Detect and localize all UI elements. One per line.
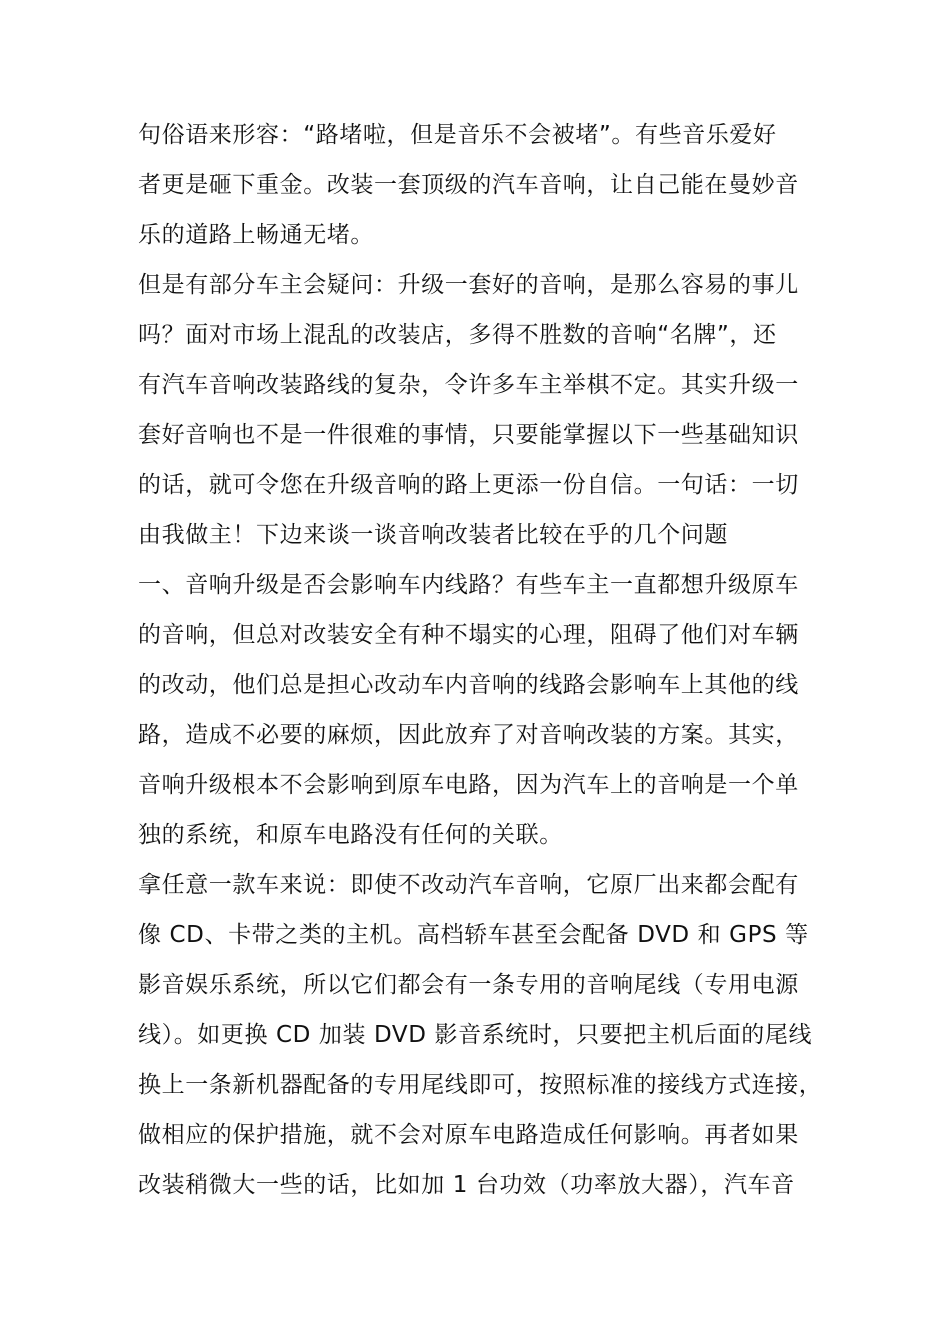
text-line: 但是有部分车主会疑问：升级一套好的音响，是那么容易的事儿 bbox=[138, 272, 799, 298]
text-line: 影音娱乐系统，所以它们都会有一条专用的音响尾线（专用电源 bbox=[138, 972, 799, 998]
text-line: 拿任意一款车来说：即使不改动汽车音响，它原厂出来都会配有 bbox=[138, 872, 799, 898]
text-line: 独的系统，和原车电路没有任何的关联。 bbox=[138, 822, 563, 848]
text-line: 乐的道路上畅通无堵。 bbox=[138, 222, 374, 248]
text-line: 改装稍微大一些的话，比如加 1 台功效（功率放大器），汽车音 bbox=[138, 1172, 795, 1198]
text-line: 的音响，但总对改装安全有种不塌实的心理，阻碍了他们对车辆 bbox=[138, 622, 799, 648]
text-line: 一、音响升级是否会影响车内线路？有些车主一直都想升级原车 bbox=[138, 572, 799, 598]
text-line: 线）。如更换 CD 加装 DVD 影音系统时，只要把主机后面的尾线 bbox=[138, 1022, 813, 1048]
text-line: 吗？面对市场上混乱的改装店，多得不胜数的音响“名牌”，还 bbox=[138, 322, 777, 348]
text-line: 像 CD、卡带之类的主机。高档轿车甚至会配备 DVD 和 GPS 等 bbox=[138, 922, 809, 948]
text-line: 的话，就可令您在升级音响的路上更添一份自信。一句话：一切 bbox=[138, 472, 799, 498]
text-line: 换上一条新机器配备的专用尾线即可，按照标准的接线方式连接， bbox=[138, 1072, 823, 1098]
text-line: 做相应的保护措施，就不会对原车电路造成任何影响。再者如果 bbox=[138, 1122, 799, 1148]
text-line: 有汽车音响改装路线的复杂，令许多车主举棋不定。其实升级一 bbox=[138, 372, 799, 398]
text-line: 路，造成不必要的麻烦，因此放弃了对音响改装的方案。其实， bbox=[138, 722, 799, 748]
text-line: 音响升级根本不会影响到原车电路，因为汽车上的音响是一个单 bbox=[138, 772, 799, 798]
text-line: 句俗语来形容：“路堵啦，但是音乐不会被堵”。有些音乐爱好 bbox=[138, 122, 777, 148]
text-line: 者更是砸下重金。改装一套顶级的汽车音响，让自己能在曼妙音 bbox=[138, 172, 799, 198]
text-line: 由我做主！下边来谈一谈音响改装者比较在乎的几个问题 bbox=[138, 522, 728, 548]
text-line: 的改动，他们总是担心改动车内音响的线路会影响车上其他的线 bbox=[138, 672, 799, 698]
text-line: 套好音响也不是一件很难的事情，只要能掌握以下一些基础知识 bbox=[138, 422, 799, 448]
